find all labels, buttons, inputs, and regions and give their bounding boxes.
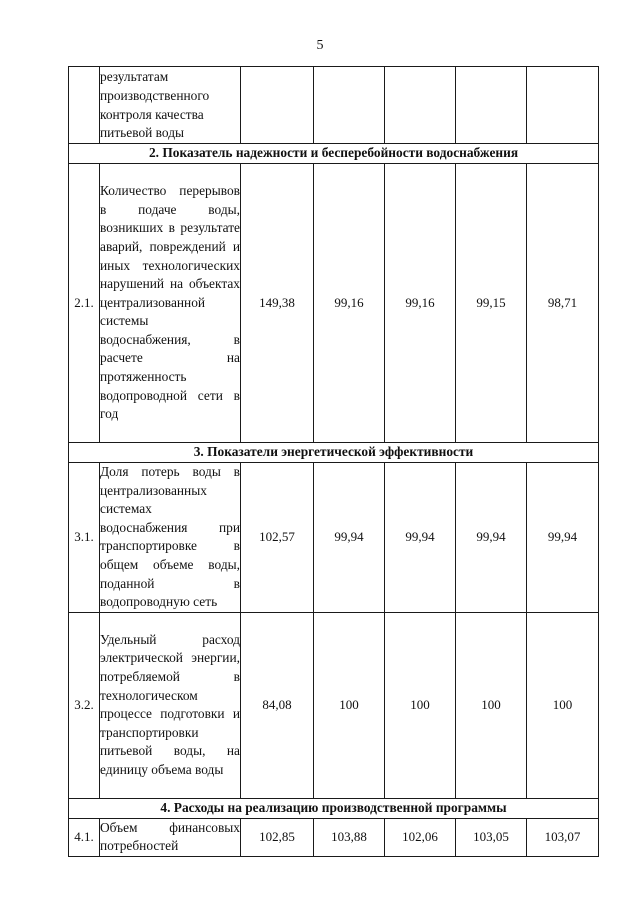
value-cell-empty bbox=[385, 67, 456, 144]
value-cell: 100 bbox=[314, 612, 385, 798]
value-cell: 99,94 bbox=[527, 463, 599, 613]
value-cell: 99,94 bbox=[385, 463, 456, 613]
section-header-row bbox=[69, 144, 599, 164]
value-cell: 102,06 bbox=[385, 818, 456, 856]
table-row bbox=[69, 463, 599, 613]
value-cell: 99,16 bbox=[314, 164, 385, 443]
table-row bbox=[69, 164, 599, 443]
table-row bbox=[69, 612, 599, 798]
value-cell: 100 bbox=[456, 612, 527, 798]
section-header-row bbox=[69, 443, 599, 463]
value-cell: 98,71 bbox=[527, 164, 599, 443]
value-cell-empty bbox=[314, 67, 385, 144]
value-cell-empty bbox=[456, 67, 527, 144]
value-cell: 103,05 bbox=[456, 818, 527, 856]
table-row bbox=[69, 818, 599, 856]
value-cell: 102,57 bbox=[241, 463, 314, 613]
row-number: 3.1. bbox=[69, 463, 100, 613]
section-header-row bbox=[69, 798, 599, 818]
section-title: 2. Показатель надежности и бесперебойности водоснабжения bbox=[69, 144, 599, 164]
value-cell: 102,85 bbox=[241, 818, 314, 856]
row-description: Объем финансовых потребностей bbox=[100, 818, 241, 856]
value-cell: 149,38 bbox=[241, 164, 314, 443]
value-cell: 99,16 bbox=[385, 164, 456, 443]
row-description: Доля потерь воды в централизованных системах водоснабжения при транспортировке в общем объеме воды, поданной в водопроводную сеть bbox=[100, 463, 241, 613]
indicators-table bbox=[68, 66, 599, 857]
value-cell: 99,94 bbox=[456, 463, 527, 613]
value-cell-empty bbox=[241, 67, 314, 144]
page-number: 5 bbox=[316, 38, 324, 53]
value-cell: 100 bbox=[527, 612, 599, 798]
row-number: 2.1. bbox=[69, 164, 100, 443]
value-cell: 103,88 bbox=[314, 818, 385, 856]
section-title: 4. Расходы на реализацию производственной программы bbox=[69, 798, 599, 818]
table-row-continued bbox=[69, 67, 599, 144]
value-cell-empty bbox=[527, 67, 599, 144]
value-cell: 99,94 bbox=[314, 463, 385, 613]
row-number: 3.2. bbox=[69, 612, 100, 798]
value-cell: 84,08 bbox=[241, 612, 314, 798]
row-description: Удельный расход электрической энергии, потребляемой в технологическом процессе подготовки и транспортировки питьевой воды, на единицу объема воды bbox=[100, 612, 241, 798]
row-number: 4.1. bbox=[69, 818, 100, 856]
value-cell: 99,15 bbox=[456, 164, 527, 443]
value-cell: 100 bbox=[385, 612, 456, 798]
row-number-empty bbox=[69, 67, 100, 144]
value-cell: 103,07 bbox=[527, 818, 599, 856]
section-title: 3. Показатели энергетической эффективности bbox=[69, 443, 599, 463]
row-description: Количество перерывов в подаче воды, возникших в результате аварий, повреждений и иных технологических нарушений на объектах централизованной системы водоснабжения, в расчете на протяженность водопроводной сети в год bbox=[100, 164, 241, 443]
row-description: результатам производственного контроля качества питьевой воды bbox=[100, 67, 241, 144]
